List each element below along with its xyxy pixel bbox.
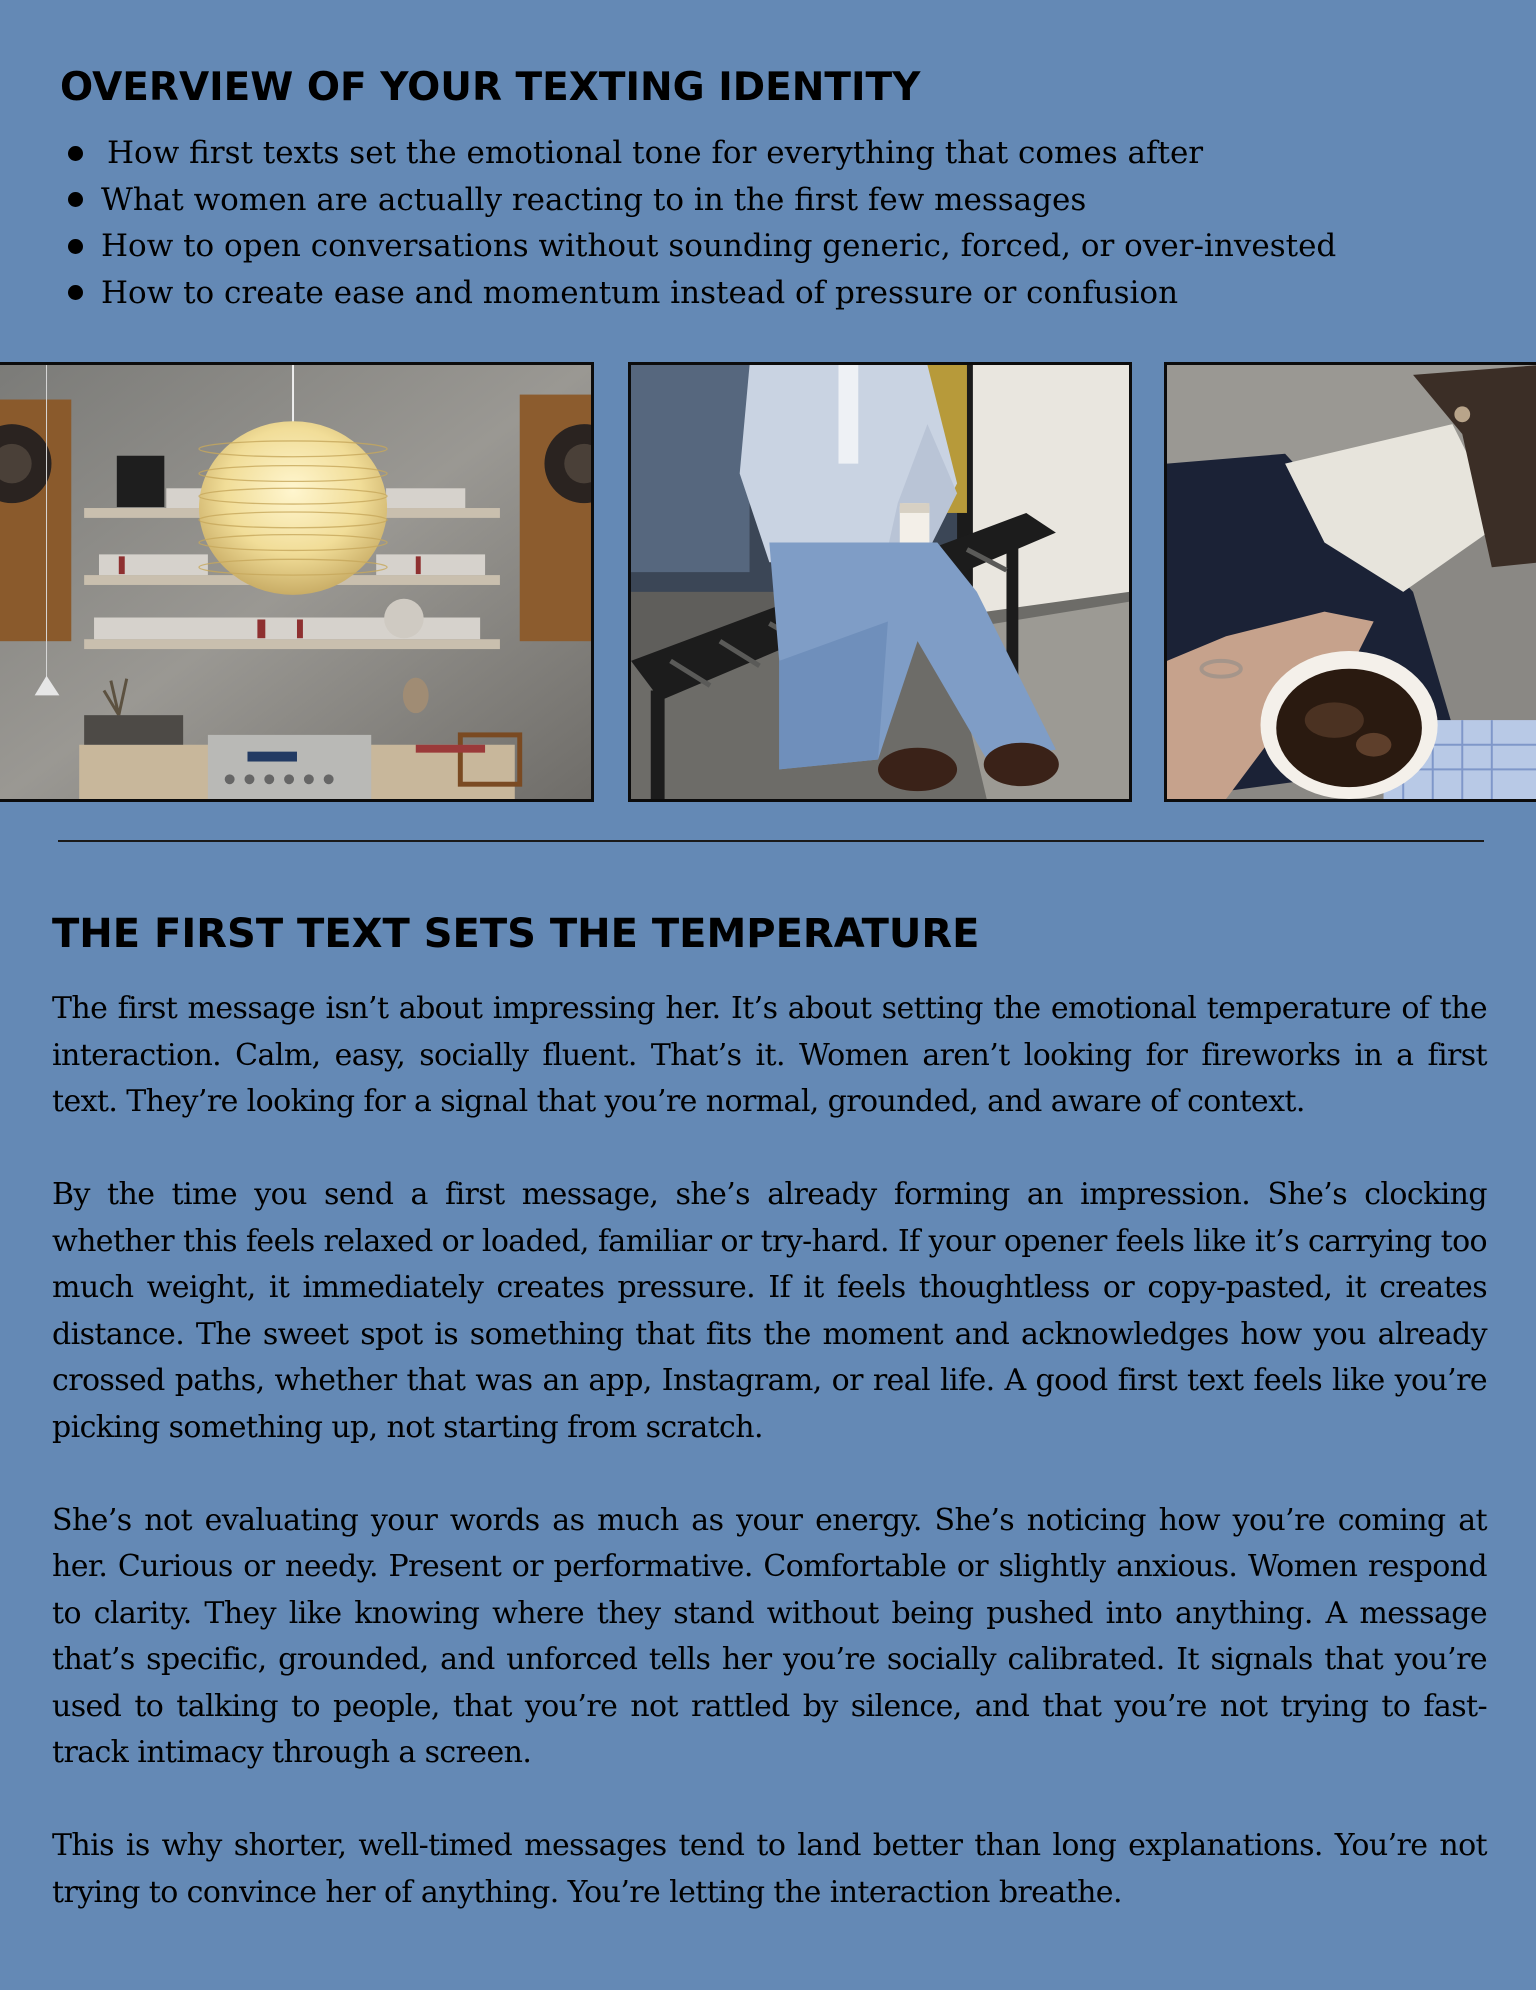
person-sitting-on-bench-with-coffee-photo	[628, 362, 1132, 802]
bullet-icon	[68, 192, 83, 207]
list-item	[68, 270, 1336, 317]
section-divider	[58, 840, 1484, 842]
overview-heading: OVERVIEW OF YOUR TEXTING IDENTITY	[60, 65, 921, 110]
body-paragraph: This is why shorter, well-timed messages tend to land better than long explanations. You’re not trying to convince her of anything. You’re letting the interaction breathe.	[52, 1828, 1487, 1910]
list-item	[68, 223, 1336, 270]
overview-bullet-list	[68, 130, 1336, 316]
section-body	[52, 986, 1487, 1963]
bullet-text: How to create ease and momentum instead of pressure or confusion	[101, 274, 1179, 311]
bullet-text: How first texts set the emotional tone for everything that comes after	[107, 135, 1204, 172]
list-item	[68, 130, 1336, 177]
bullet-text: How to open conversations without sounding generic, forced, or over-invested	[101, 228, 1337, 265]
section-heading: THE FIRST TEXT SETS THE TEMPERATURE	[52, 911, 980, 957]
bullet-icon	[68, 239, 83, 254]
hand-holding-coffee-cup-photo	[1164, 362, 1536, 802]
bullet-icon	[68, 285, 83, 300]
bullet-text: What women are actually reacting to in the first few messages	[101, 181, 1087, 218]
list-item	[68, 177, 1336, 224]
body-paragraph: She’s not evaluating your words as much as your energy. She’s noticing how you’re coming at her. Curious or needy. Present or performative. Comfortable or slightly anxious. Women respond to clarity. They like knowing where they stand without being pushed into anything. A message that’s specific, grounded, and unforced tells her you’re socially calibrated. It signals that you’re used to talking to people, that you’re not rattled by silence, and that you’re not trying to fast-track intimacy through a screen.	[52, 1502, 1487, 1770]
body-paragraph: By the time you send a first message, she’s already forming an impression. She’s clocking whether this feels relaxed or loaded, familiar or try-hard. If your opener feels like it’s carrying too much weight, it immediately creates pressure. If it feels thoughtless or copy-pasted, it creates distance. The sweet spot is something that fits the moment and acknowledges how you already crossed paths, whether that was an app, Instagram, or real life. A good first text feels like you’re picking something up, not starting from scratch.	[52, 1177, 1487, 1445]
bullet-icon	[68, 146, 83, 161]
living-room-shelves-paper-lantern-photo	[0, 362, 594, 802]
body-paragraph: The first message isn’t about impressing her. It’s about setting the emotional temperature of the interaction. Calm, easy, socially fluent. That’s it. Women aren’t looking for fireworks in a first text. They’re looking for a signal that you’re normal, grounded, and aware of context.	[52, 991, 1487, 1119]
